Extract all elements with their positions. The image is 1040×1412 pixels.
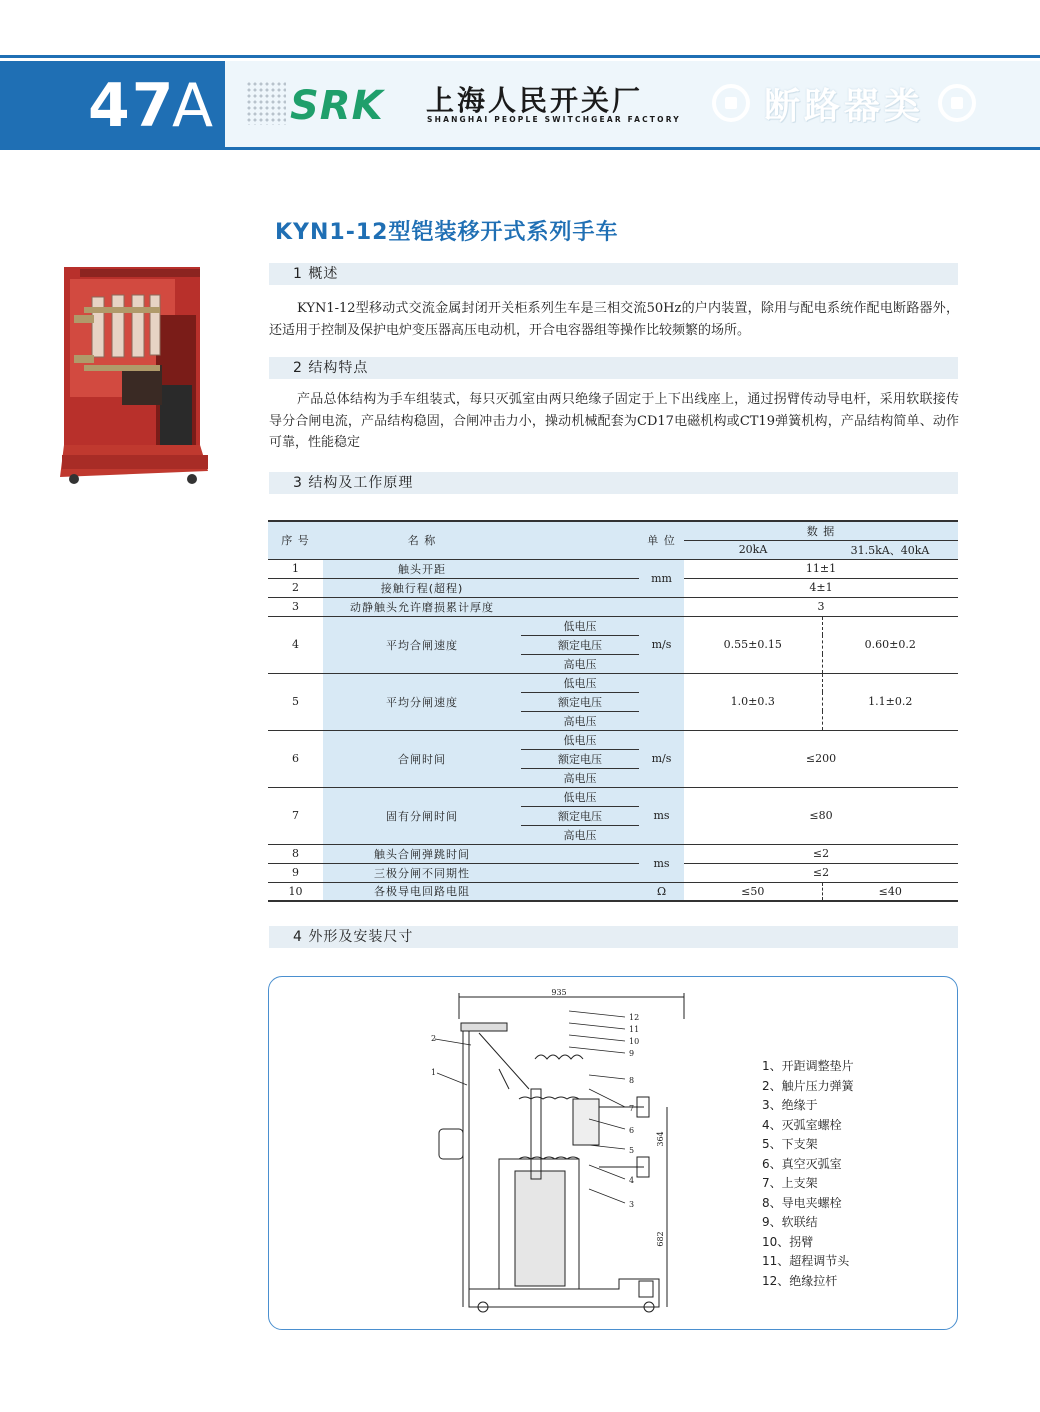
dim-682-label: 682 <box>656 1231 665 1247</box>
cell-voltage-low: 低电压 <box>521 673 639 692</box>
table-row <box>268 787 958 806</box>
cell-name: 合闸时间 <box>323 730 521 787</box>
cell-voltage-high: 高电压 <box>521 768 639 787</box>
col-header-index: 序 号 <box>268 521 323 559</box>
col-header-blank <box>521 521 639 559</box>
callout-4: 4 <box>629 1176 635 1185</box>
cell-name: 平均合闸速度 <box>323 616 521 673</box>
cell-voltage-rated: 额定电压 <box>521 692 639 711</box>
cell-blank <box>521 597 639 616</box>
cell-index: 9 <box>268 863 323 882</box>
legend-item: 5、下支架 <box>762 1137 818 1151</box>
legend-item: 12、绝缘拉杆 <box>762 1273 838 1288</box>
cell-unit: m/s <box>639 616 684 673</box>
page-letter: A <box>172 71 214 141</box>
cell-value: 3 <box>684 597 958 616</box>
cell-voltage-high: 高电压 <box>521 711 639 730</box>
callout-6: 6 <box>629 1126 635 1135</box>
legend-item: 11、超程调节头 <box>762 1254 850 1268</box>
cell-name: 三极分闸不同期性 <box>323 863 521 882</box>
page-number: 47 <box>88 71 176 141</box>
cell-value: ≤2 <box>684 844 958 863</box>
table-row <box>268 597 958 616</box>
cell-index: 4 <box>268 616 323 673</box>
callout-8: 8 <box>629 1076 635 1085</box>
table-row <box>268 863 958 882</box>
callout-10: 10 <box>629 1037 640 1046</box>
dim-width-label: 935 <box>551 989 567 997</box>
cell-index: 5 <box>268 673 323 730</box>
section-heading-principle: 3 结构及工作原理 <box>269 472 958 494</box>
callout-9: 9 <box>629 1049 635 1058</box>
category-text: 断路器类 <box>764 85 925 127</box>
cell-voltage-low: 低电压 <box>521 616 639 635</box>
legend-item: 10、拐臂 <box>762 1234 814 1249</box>
legend-item: 1、开距调整垫片 <box>762 1059 854 1073</box>
cell-unit: m/s <box>639 730 684 787</box>
drawing-legend <box>762 1057 854 1291</box>
category-label <box>712 77 976 129</box>
dim-364-label: 364 <box>656 1131 665 1147</box>
cell-blank <box>521 882 639 901</box>
cell-unit: Ω <box>639 882 684 901</box>
cell-name: 各极导电回路电阻 <box>323 882 521 901</box>
col-header-data: 数 据 <box>684 521 958 540</box>
cell-unit: mm <box>639 559 684 597</box>
cell-value-31ka: 0.60±0.2 <box>822 616 958 673</box>
cell-voltage-low: 低电压 <box>521 787 639 806</box>
section-heading-dimensions: 4 外形及安装尺寸 <box>269 926 958 948</box>
page-header <box>0 55 1040 153</box>
cell-name: 接触行程(超程) <box>323 578 521 597</box>
cell-name: 平均分闸速度 <box>323 673 521 730</box>
technical-drawing <box>419 989 699 1319</box>
legend-item: 9、软联结 <box>762 1215 818 1229</box>
cell-value-20ka: 1.0±0.3 <box>684 673 822 730</box>
cell-voltage-rated: 额定电压 <box>521 635 639 654</box>
cell-value: ≤80 <box>684 787 958 844</box>
cell-value-20ka: 0.55±0.15 <box>684 616 822 673</box>
legend-item: 8、导电夹螺栓 <box>762 1195 842 1210</box>
legend-item: 3、绝缘于 <box>762 1098 818 1112</box>
drawing-panel <box>268 976 958 1330</box>
cell-voltage-high: 高电压 <box>521 654 639 673</box>
cell-voltage-low: 低电压 <box>521 730 639 749</box>
header-top-rule <box>0 55 1040 58</box>
callout-11: 11 <box>629 1025 640 1034</box>
section-heading-structure: 2 结构特点 <box>269 357 958 379</box>
cell-unit <box>639 673 684 730</box>
spec-table <box>268 520 958 902</box>
legend-item: 4、灭弧室螺栓 <box>762 1117 842 1132</box>
cell-value: 11±1 <box>684 559 958 578</box>
cell-index: 2 <box>268 578 323 597</box>
callout-7: 7 <box>629 1104 635 1113</box>
category-circle-icon <box>712 84 750 122</box>
col-header-20ka: 20kA <box>684 540 822 559</box>
callout-12: 12 <box>629 1013 640 1022</box>
dot-pattern-icon <box>246 81 286 125</box>
col-header-name: 名 称 <box>323 521 521 559</box>
cell-index: 10 <box>268 882 323 901</box>
cell-value: ≤200 <box>684 730 958 787</box>
cell-index: 8 <box>268 844 323 863</box>
callout-1: 1 <box>431 1068 437 1077</box>
callout-5: 5 <box>629 1146 635 1155</box>
table-row <box>268 673 958 692</box>
cell-voltage-rated: 额定电压 <box>521 806 639 825</box>
table-row <box>268 559 958 578</box>
cell-value: 4±1 <box>684 578 958 597</box>
cell-value: ≤2 <box>684 863 958 882</box>
cell-unit: ms <box>639 844 684 882</box>
header-bottom-rule <box>0 147 1040 150</box>
cell-index: 7 <box>268 787 323 844</box>
cell-index: 1 <box>268 559 323 578</box>
page-number-block <box>0 61 222 147</box>
cell-blank <box>521 559 639 578</box>
col-header-31ka: 31.5kA、40kA <box>822 540 958 559</box>
cell-blank <box>521 578 639 597</box>
cell-name: 动静触头允许磨损累计厚度 <box>323 597 521 616</box>
table-row <box>268 578 958 597</box>
cell-value-20ka: ≤50 <box>684 882 822 901</box>
legend-item: 2、触片压力弹簧 <box>762 1078 854 1093</box>
cell-value-31ka: ≤40 <box>822 882 958 901</box>
cell-name: 触头合闸弹跳时间 <box>323 844 521 863</box>
cell-blank <box>521 844 639 863</box>
company-name-en: SHANGHAI PEOPLE SWITCHGEAR FACTORY <box>427 115 681 124</box>
category-circle-icon <box>938 84 976 122</box>
callout-3: 3 <box>629 1200 635 1209</box>
cell-name: 触头开距 <box>323 559 521 578</box>
cell-unit: ms <box>639 787 684 844</box>
legend-item: 7、上支架 <box>762 1176 818 1190</box>
table-row <box>268 730 958 749</box>
page-title: KYN1-12型铠装移开式系列手车 <box>275 220 619 245</box>
table-row <box>268 882 958 901</box>
legend-item: 6、真空灭弧室 <box>762 1156 842 1171</box>
cell-voltage-high: 高电压 <box>521 825 639 844</box>
overview-paragraph: KYN1-12型移动式交流金属封闭开关柜系列生车是三相交流50Hz的户内装置，除用与配电系统作配电断路器外，还适用于控制及保护电炉变压器高压电动机，开合电容器组等操作比较频繁的场所。 <box>269 301 959 338</box>
structure-paragraph: 产品总体结构为手车组装式，每只灭弧室由两只绝缘子固定于上下出线座上，通过拐臂传动导电杆，采用软联接传导分合闸电流，产品结构稳固，合闸冲击力小，操动机械配套为CD17电磁机构或CT19弹簧机构，产品结构简单、动作可靠，性能稳定 <box>269 392 959 450</box>
cell-voltage-rated: 额定电压 <box>521 749 639 768</box>
table-row <box>268 844 958 863</box>
cell-index: 3 <box>268 597 323 616</box>
cell-name: 固有分闸时间 <box>323 787 521 844</box>
table-row <box>268 616 958 635</box>
header-separator <box>222 61 225 147</box>
company-name-cn: 上海人民开关厂 <box>426 84 644 117</box>
cell-index: 6 <box>268 730 323 787</box>
srk-logo: SRK <box>290 83 384 129</box>
cell-unit <box>639 597 684 616</box>
col-header-unit: 单 位 <box>639 521 684 559</box>
section-heading-overview: 1 概述 <box>269 263 958 285</box>
table-header-row <box>268 521 958 540</box>
cell-value-31ka: 1.1±0.2 <box>822 673 958 730</box>
product-photo <box>60 265 210 487</box>
callout-2: 2 <box>431 1034 437 1043</box>
cell-blank <box>521 863 639 882</box>
